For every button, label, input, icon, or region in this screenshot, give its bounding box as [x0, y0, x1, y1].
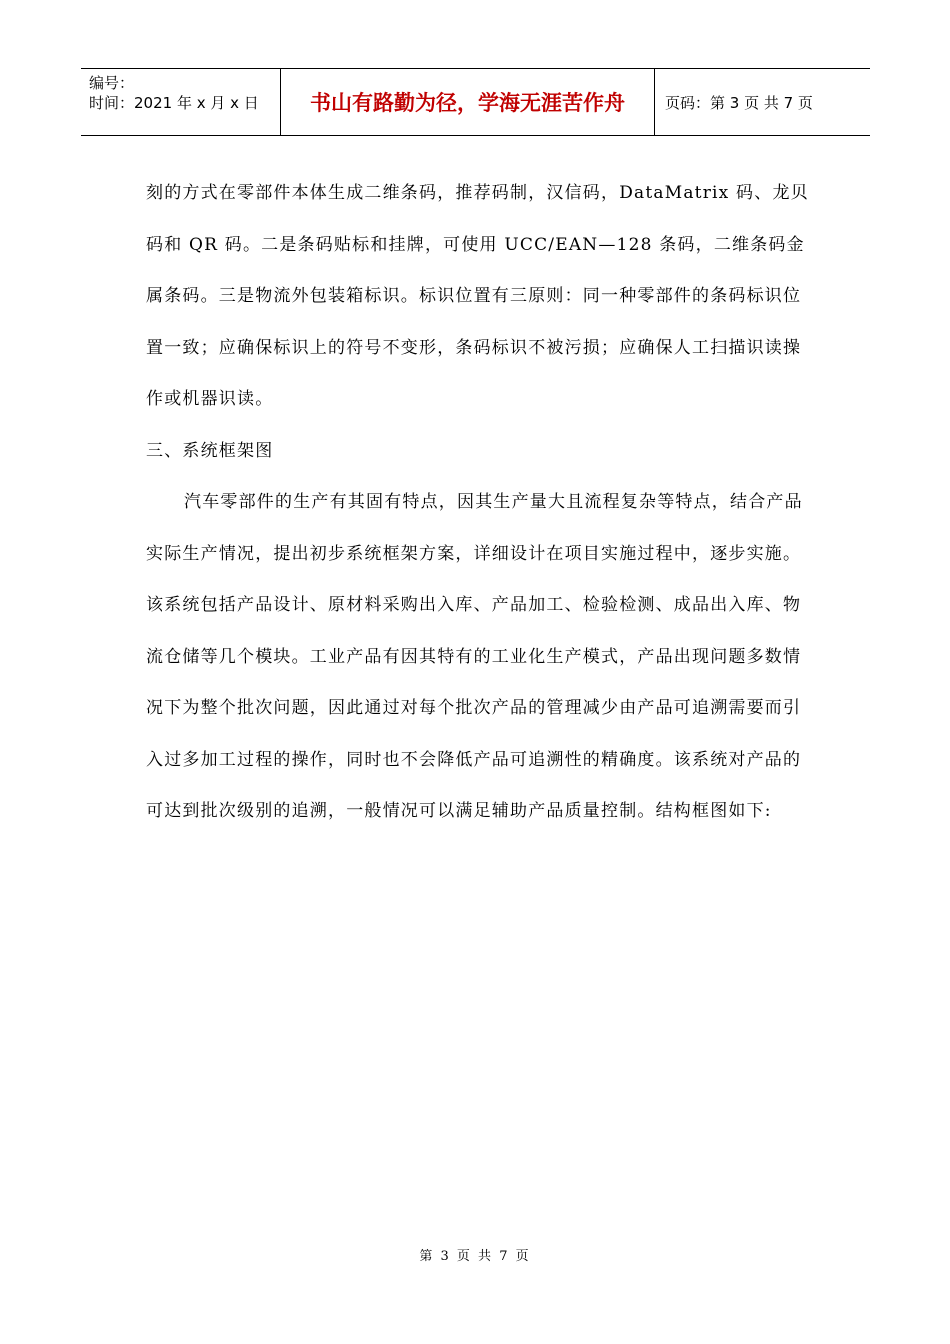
- section-heading: 三、系统框架图: [146, 440, 274, 461]
- paragraph-barcode-methods: 刻的方式在零部件本体生成二维条码，推荐码制，汉信码，DataMatrix 码、龙贝码和 QR 码。二是条码贴标和挂牌，可使用 UCC/EAN—128 条码，二维条码金属条码。三是物流外包装箱标识。标识位置有三原则：同一种零部件的条码标识位置一致；应确保标识上的符号不变形，条码标识不被污损；应确保人工扫描识读操作或机器识读。: [146, 183, 809, 409]
- document-number-label: 编号：: [89, 74, 135, 92]
- document-body: [146, 168, 810, 838]
- header-page-info: 页码：第 3 页 共 7 页: [665, 93, 813, 112]
- document-date: 时间：2021 年 x 月 x 日: [89, 94, 259, 112]
- page-footer: 第 3 页 共 7 页: [419, 1249, 531, 1264]
- page-header: [81, 68, 870, 136]
- paragraph-system-framework: 汽车零部件的生产有其固有特点，因其生产量大且流程复杂等特点，结合产品实际生产情况，提出初步系统框架方案，详细设计在项目实施过程中，逐步实施。该系统包括产品设计、原材料采购出入库、产品加工、检验检测、成品出入库、物流仓储等几个模块。工业产品有因其特有的工业化生产模式，产品出现问题多数情况下为整个批次问题，因此通过对每个批次产品的管理减少由产品可追溯需要而引入过多加工过程的操作，同时也不会降低产品可追溯性的精确度。该系统对产品的可达到批次级别的追溯，一般情况可以满足辅助产品质量控制。结构框图如下:: [146, 492, 803, 821]
- header-left-cell: [81, 69, 281, 135]
- header-motto: 书山有路勤为径，学海无涯苦作舟: [281, 69, 655, 135]
